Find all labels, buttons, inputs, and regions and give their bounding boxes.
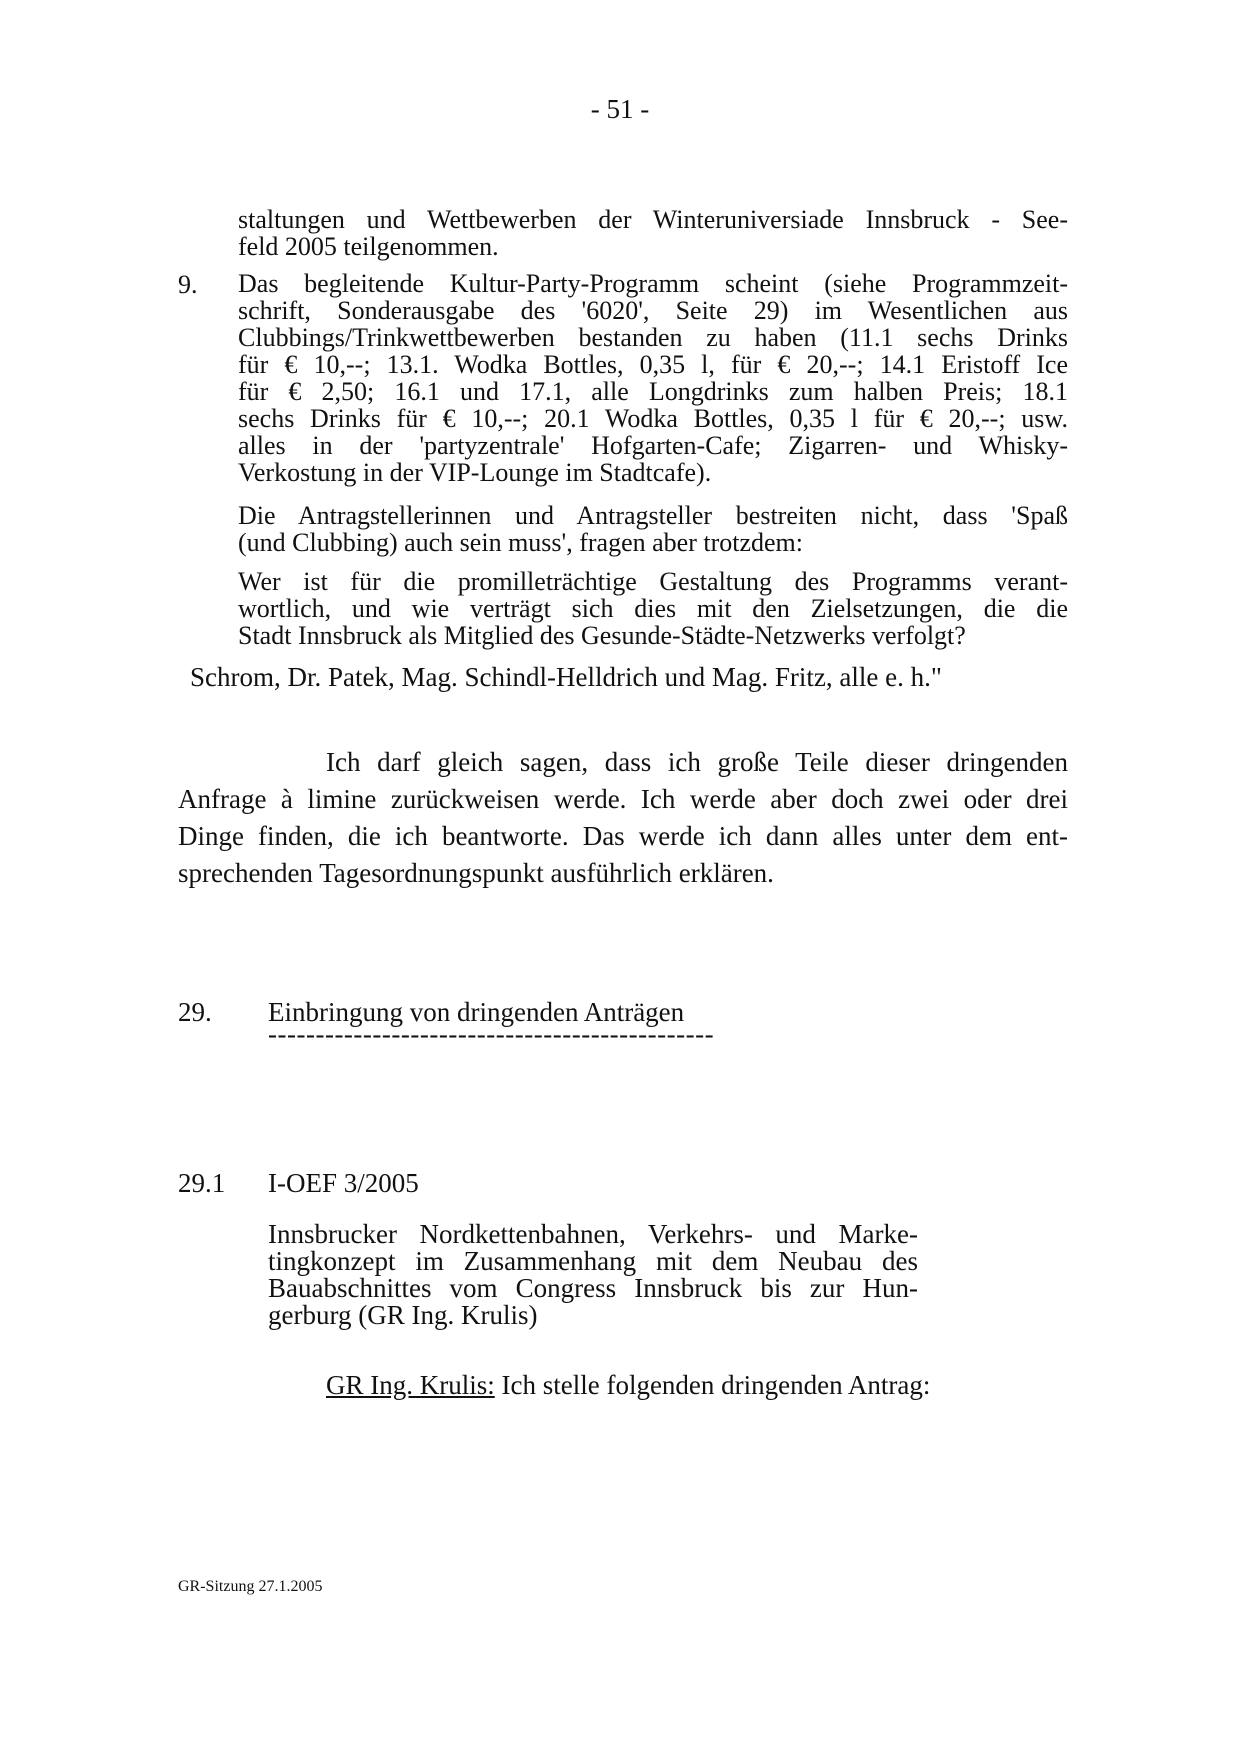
intro-paragraph <box>238 206 1068 260</box>
footer-session: GR-Sitzung 27.1.2005 <box>178 1578 323 1595</box>
text-line: gerburg (GR Ing. Krulis) <box>268 1300 538 1330</box>
text-line: (und Clubbing) auch sein muss', fragen aber trotzdem: <box>238 528 803 557</box>
text-line: für € 10,--; 13.1. Wodka Bottles, 0,35 l, für € 20,--; 14.1 Eristoff Ice <box>238 350 1068 379</box>
text-line: Das begleitende Kultur-Party-Programm scheint (siehe Programmzeit- <box>238 269 1068 298</box>
motion-statement <box>326 1370 930 1401</box>
text-line: wortlich, und wie verträgt sich dies mit den Zielsetzungen, die die <box>238 594 1068 623</box>
text-line: Ich darf gleich sagen, dass ich große Teile dieser dringenden <box>326 747 1068 777</box>
motion-code: I-OEF 3/2005 <box>268 1168 419 1198</box>
text-line: sechs Drinks für € 10,--; 20.1 Wodka Bottles, 0,35 l für € 20,--; usw. <box>238 404 1068 433</box>
text-line: Clubbings/Trinkwettbewerben bestanden zu haben (11.1 sechs Drinks <box>238 323 1068 352</box>
text-line: tingkonzept im Zusammenhang mit dem Neubau des <box>268 1246 918 1276</box>
subsection-number: 29.1 <box>178 1168 226 1198</box>
text-line: Stadt Innsbruck als Mitglied des Gesunde-Städte-Netzwerks verfolgt? <box>238 621 966 650</box>
question-paragraph <box>238 568 1068 649</box>
section-number: 29. <box>178 997 212 1027</box>
text-line: Wer ist für die promilleträchtige Gestaltung des Programms verant- <box>238 567 1068 596</box>
page-number: - 51 - <box>590 94 650 124</box>
text-line: Anfrage à limine zurückweisen werde. Ich werde aber doch zwei oder drei <box>178 784 1068 814</box>
text-line: Innsbrucker Nordkettenbahnen, Verkehrs- und Marke- <box>268 1219 918 1249</box>
item-9-paragraph <box>238 270 1068 486</box>
section-title: Einbringung von dringenden Anträgen <box>268 997 685 1027</box>
motion-text: Ich stelle folgenden dringenden Antrag: <box>494 1370 931 1400</box>
signatories: Schrom, Dr. Patek, Mag. Schindl-Helldrich und Mag. Fritz, alle e. h." <box>190 662 942 692</box>
motion-subject <box>268 1221 918 1329</box>
text-line: für € 2,50; 16.1 und 17.1, alle Longdrinks zum halben Preis; 18.1 <box>238 377 1068 406</box>
text-line: alles in der 'partyzentrale' Hofgarten-Cafe; Zigarren- und Whisky- <box>238 431 1068 460</box>
answer-paragraph <box>178 744 1068 892</box>
section-title-underline: ----------------------------------------------- <box>268 1019 715 1049</box>
text-line: schrift, Sonderausgabe des '6020', Seite 29) im Wesentlichen aus <box>238 296 1068 325</box>
text-line: Dinge finden, die ich beantworte. Das werde ich dann alles unter dem ent- <box>178 821 1068 851</box>
spass-paragraph <box>238 502 1068 556</box>
speaker-name: GR Ing. Krulis: <box>326 1370 495 1400</box>
text-line: feld 2005 teilgenommen. <box>238 232 499 261</box>
text-line: Verkostung in der VIP-Lounge im Stadtcafe). <box>238 458 712 487</box>
item-number: 9. <box>178 270 198 299</box>
text-line: sprechenden Tagesordnungspunkt ausführlich erklären. <box>178 858 774 888</box>
text-line: Bauabschnittes vom Congress Innsbruck bis zur Hun- <box>268 1273 918 1303</box>
text-line: Die Antragstellerinnen und Antragsteller bestreiten nicht, dass 'Spaß <box>238 501 1068 530</box>
text-line: staltungen und Wettbewerben der Winteruniversiade Innsbruck - See- <box>238 205 1068 234</box>
